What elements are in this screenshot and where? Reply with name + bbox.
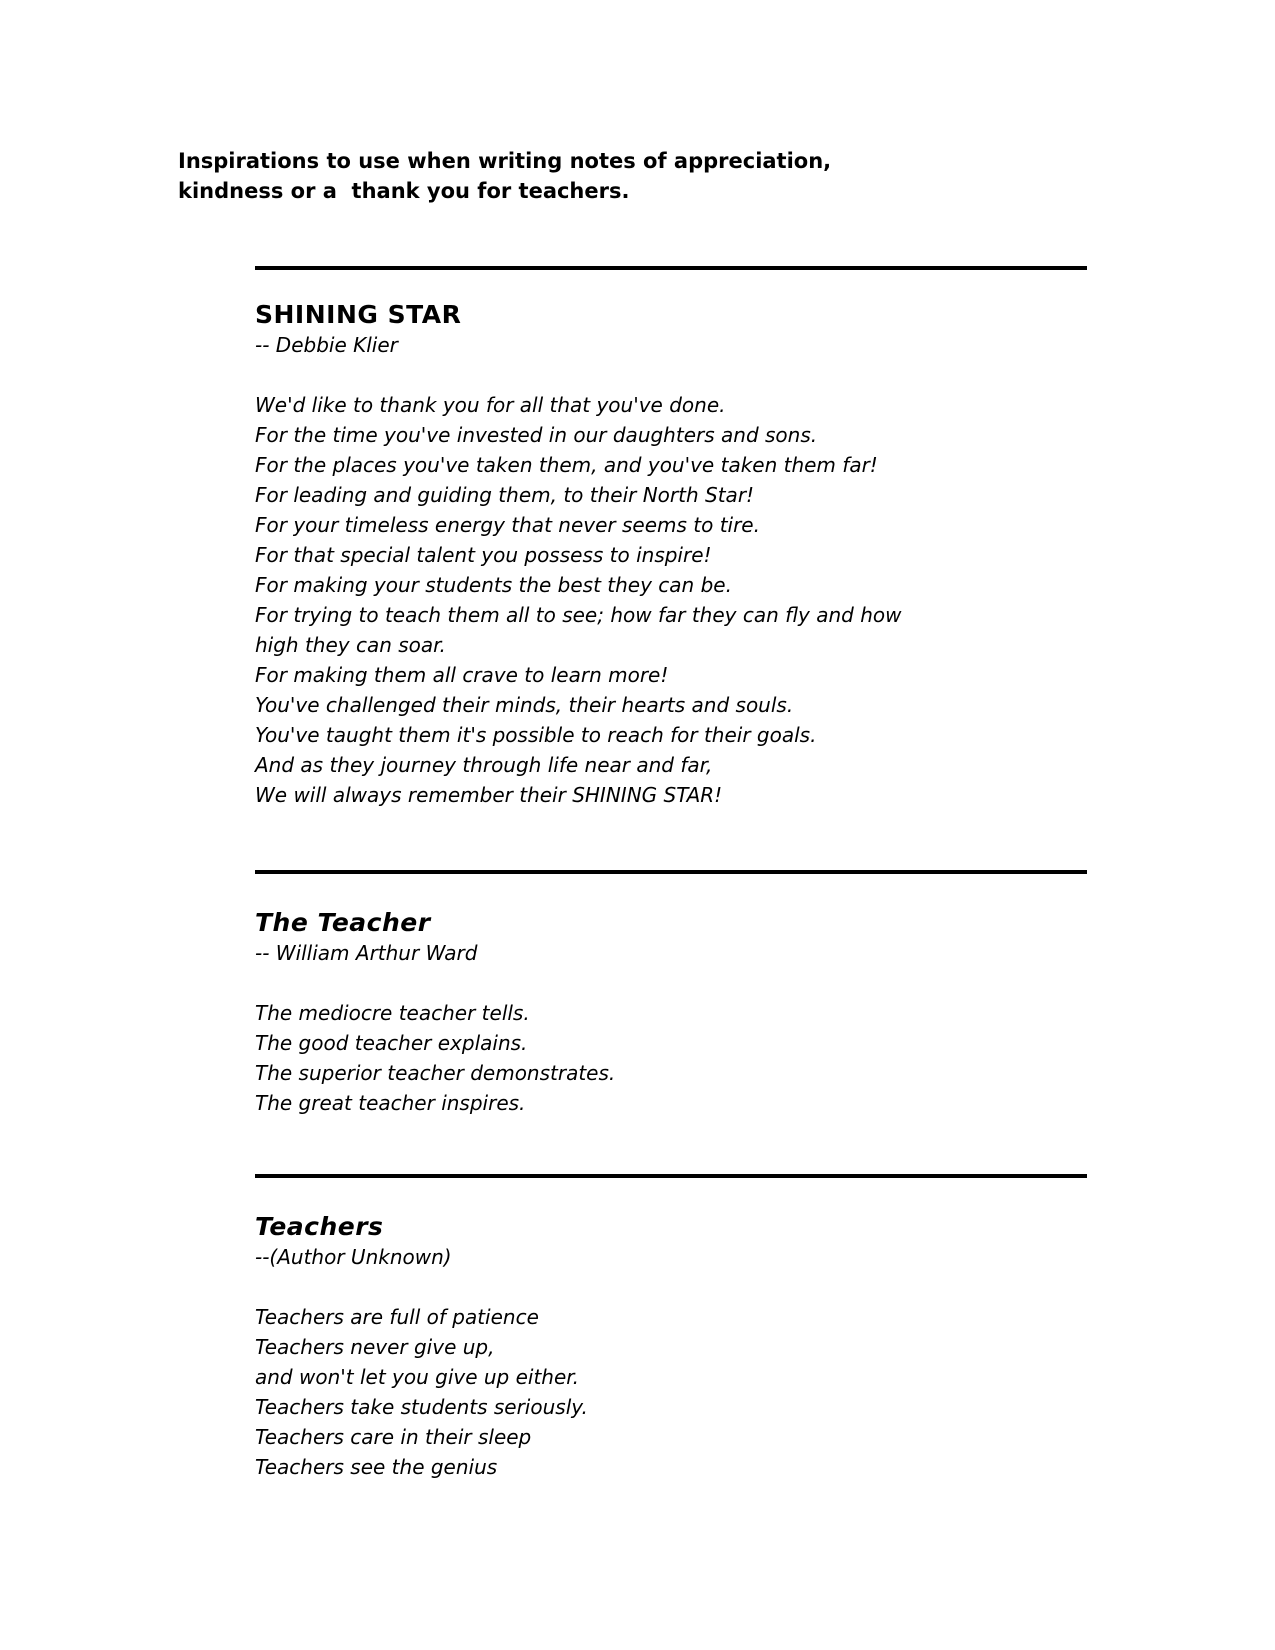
poem-line: Teachers take students seriously. — [255, 1395, 588, 1419]
poem-line: You've taught them it's possible to reach for their goals. — [255, 723, 817, 747]
poem-line: For trying to teach them all to see; how far they can fly and how — [255, 603, 902, 627]
section-the-teacher — [255, 908, 1105, 1118]
poem-line: Teachers are full of patience — [255, 1305, 539, 1329]
section-divider-2 — [255, 870, 1087, 874]
poem-title-teachers: Teachers — [255, 1212, 384, 1241]
poem-line: For making them all crave to learn more! — [255, 663, 669, 687]
poem-title-the-teacher: The Teacher — [255, 908, 431, 937]
poem-line: We will always remember their SHINING STAR! — [255, 783, 723, 807]
poem-line: We'd like to thank you for all that you've done. — [255, 393, 726, 417]
intro-line-1: Inspirations to use when writing notes of appreciation, — [178, 149, 832, 173]
poem-title-shining-star: SHINING STAR — [255, 300, 462, 329]
poem-line: And as they journey through life near and far, — [255, 753, 713, 777]
poem-line: high they can soar. — [255, 633, 446, 657]
poem-line: Teachers care in their sleep — [255, 1425, 532, 1449]
intro-line-2: kindness or a thank you for teachers. — [178, 179, 630, 203]
poem-line: The good teacher explains. — [255, 1031, 528, 1055]
poem-line: For that special talent you possess to inspire! — [255, 543, 712, 567]
poem-attribution-william-arthur-ward: -- William Arthur Ward — [255, 941, 478, 965]
poem-attribution-author-unknown: --(Author Unknown) — [255, 1245, 452, 1269]
blank-line — [255, 1272, 1105, 1302]
poem-line: The great teacher inspires. — [255, 1091, 526, 1115]
section-divider-3 — [255, 1174, 1087, 1178]
poem-line: Teachers see the genius — [255, 1455, 498, 1479]
section-shining-star — [255, 300, 1105, 810]
section-divider-1 — [255, 266, 1087, 270]
poem-line: The superior teacher demonstrates. — [255, 1061, 616, 1085]
section-teachers — [255, 1212, 1105, 1482]
poem-line: The mediocre teacher tells. — [255, 1001, 530, 1025]
poem-line: Teachers never give up, — [255, 1335, 495, 1359]
poem-line: For leading and guiding them, to their North Star! — [255, 483, 755, 507]
poem-line: For your timeless energy that never seems to tire. — [255, 513, 760, 537]
poem-line: For the time you've invested in our daughters and sons. — [255, 423, 818, 447]
poem-line: For making your students the best they can be. — [255, 573, 732, 597]
poem-attribution-debbie-klier: -- Debbie Klier — [255, 333, 398, 357]
blank-line — [255, 968, 1105, 998]
poem-line: For the places you've taken them, and you've taken them far! — [255, 453, 878, 477]
poem-line: and won't let you give up either. — [255, 1365, 580, 1389]
blank-line — [255, 360, 1105, 390]
document-intro — [178, 146, 831, 206]
poem-line: You've challenged their minds, their hearts and souls. — [255, 693, 794, 717]
